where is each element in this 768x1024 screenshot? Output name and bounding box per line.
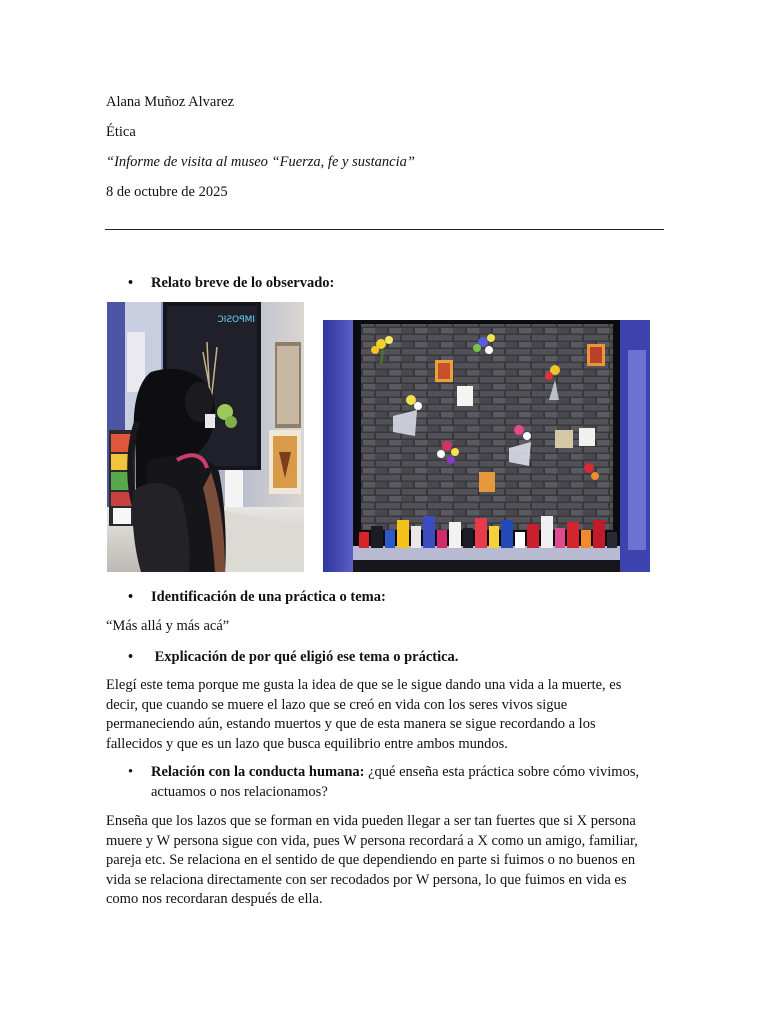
reason-line: Elegí este tema porque me gusta la idea de que se le sigue dando una vida a la muerte, es	[106, 677, 622, 693]
bullet-marker: •	[128, 589, 134, 605]
report-date: 8 de octubre de 2025	[106, 184, 228, 200]
behavior-question-line2: actuamos o nos relacionamos?	[151, 783, 328, 800]
observed-heading-text: Relato breve de lo observado:	[151, 275, 335, 291]
theme-answer: “Más allá y más acá”	[106, 618, 230, 634]
exhibit-sign-text: IMPOSIC	[217, 315, 255, 325]
behavior-line: pareja etc. Se relaciona en el sentido de que dependiendo en parte si fuimos o no buenos en	[106, 852, 636, 868]
behavior-heading-line1	[151, 763, 668, 783]
reason-line: decir, que cuando se muere el lazo que se creó en vida con los seres vivos sigue	[106, 696, 568, 713]
photo-altar-wall	[323, 320, 650, 572]
behavior-line: muere y W persona sigue con vida, pues W persona recordará a X como un amigo, familiar,	[106, 832, 638, 849]
section-behavior-heading	[128, 763, 668, 802]
section-observed-heading	[128, 274, 334, 292]
photo-visitor-exhibit-drawing	[107, 302, 304, 572]
reason-line: permaneciendo aún, estando muertos y que de esta manera se sigue recordando a los	[106, 716, 596, 732]
report-title: “Informe de visita al museo “Fuerza, fe y sustancia”	[106, 154, 415, 170]
behavior-heading-text: Relación con la conducta humana:	[151, 764, 365, 780]
behavior-question-line1: ¿qué enseña esta práctica sobre cómo vivimos,	[364, 764, 640, 780]
reason-paragraph	[106, 676, 662, 754]
photo-altar-wall-drawing	[323, 320, 650, 572]
subject-name: Ética	[106, 124, 136, 140]
header-divider	[105, 229, 664, 230]
section-reason-heading	[128, 648, 458, 666]
behavior-line: como nos recordaran después de ella.	[106, 891, 323, 907]
reason-heading-text: Explicación de por qué eligió ese tema o práctica.	[151, 649, 459, 665]
behavior-paragraph	[106, 812, 662, 910]
reason-line: fallecidos y que es un lazo que busca equilibrio entre ambos mundos.	[106, 735, 508, 752]
behavior-line: Enseña que los lazos que se forman en vida pueden llegar a ser tan fuertes que si X persona	[106, 813, 636, 829]
behavior-line: vida se relaciona directamente con ser recodados por W persona, lo que fuimos en vida es	[106, 871, 627, 888]
section-theme-heading	[128, 588, 386, 606]
bullet-marker: •	[128, 649, 134, 665]
behavior-heading-block	[151, 763, 668, 802]
author-name: Alana Muñoz Alvarez	[106, 94, 235, 110]
theme-heading-text: Identificación de una práctica o tema:	[151, 589, 386, 605]
bullet-marker: •	[128, 275, 134, 291]
bullet-marker: •	[128, 764, 134, 780]
photo-visitor-exhibit	[107, 302, 304, 572]
